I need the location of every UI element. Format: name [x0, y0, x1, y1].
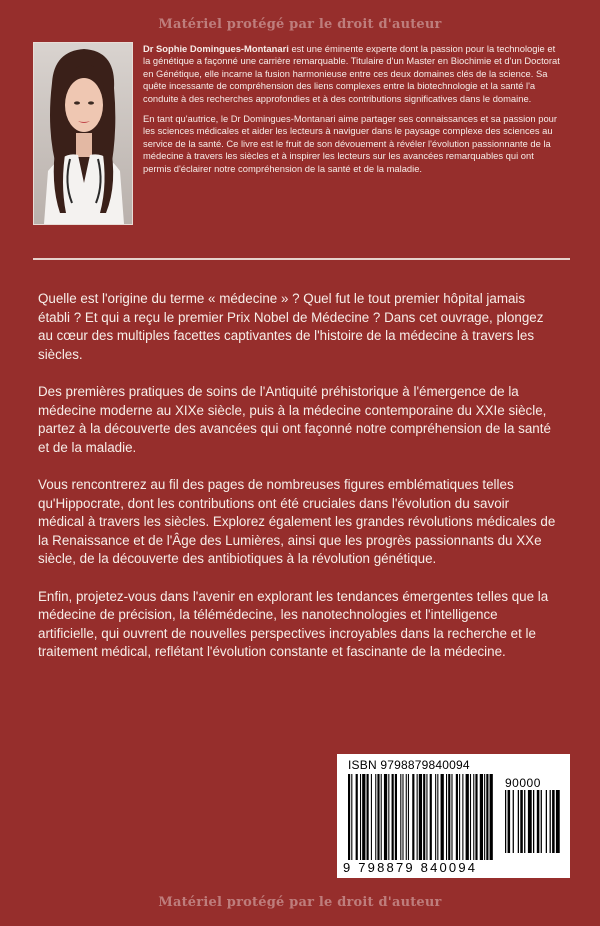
barcode-bar — [470, 774, 471, 860]
barcode-bar — [437, 774, 438, 860]
barcode-bar — [441, 774, 444, 860]
barcode-bar — [362, 774, 365, 860]
barcode-bar — [406, 774, 407, 860]
description-paragraph-2: Des premières pratiques de soins de l'Antiquité préhistorique à l'émergence de la médecine moderne au XIXe siècle, puis à la médecine contemporaine du XXIe siècle, partez à la découverte des avancées qui ont façonné notre compréhension de la santé et de la maladie. — [38, 384, 551, 455]
barcode-bar — [408, 774, 409, 860]
barcode-bar — [412, 774, 414, 860]
author-name: Dr Sophie Domingues-Montanari — [143, 43, 289, 54]
barcode-bar — [356, 774, 358, 860]
barcode-bar — [520, 790, 523, 853]
author-bio-paragraph-2: En tant qu'autrice, le Dr Domingues-Montanari aime partager ses connaissances et sa passion pour les sciences médicales et aider les lecteurs à naviguer dans le paysage complexe des sciences au service de la santé. Ce livre est le fruit de son dévouement à révéler l'évolution passionnante de la médecine à travers les siècles et à inspirer les lecteurs sur les avancées remarquables qui ont permis d'éclairer notre compréhension de la santé et de la maladie. — [143, 113, 557, 174]
barcode-bar — [351, 774, 352, 860]
copyright-watermark-top: Matériel protégé par le droit d'auteur — [158, 17, 442, 32]
author-photo — [33, 42, 133, 225]
barcode-bar — [480, 774, 483, 860]
author-bio-paragraph-1 — [143, 43, 563, 105]
barcode-bar — [446, 774, 447, 860]
barcode-bar — [475, 774, 477, 860]
barcode-bar — [423, 774, 425, 860]
barcode-bar — [486, 774, 488, 860]
barcode-bar — [402, 774, 403, 860]
barcode-bar — [430, 774, 432, 860]
barcode-bar — [360, 774, 361, 860]
section-divider — [33, 258, 570, 260]
copyright-watermark-bottom: Matériel protégé par le droit d'auteur — [158, 895, 442, 910]
barcode-bar — [367, 774, 369, 860]
barcode-bar — [348, 774, 350, 860]
barcode-bar — [524, 790, 525, 853]
description-paragraph-4: Enfin, projetez-vous dans l'avenir en explorant les tendances émergentes telles que la médecine de précision, la télémédecine, les nanotechnologies et l'intelligence artificielle, qui ouvrent de nouvelles perspectives incroyables dans la recherche et le traitement médical, reflétant l'évolution constante et fascinante de la médecine. — [38, 588, 549, 659]
barcode-bar — [377, 774, 379, 860]
barcode-bar — [513, 790, 514, 853]
barcode-bar — [417, 774, 418, 860]
barcode-bar — [435, 774, 436, 860]
barcode-bar — [473, 774, 474, 860]
author-bio — [143, 43, 563, 183]
barcode-bar — [459, 774, 460, 860]
barcode-bar — [395, 774, 397, 860]
barcode-bar — [552, 790, 555, 853]
barcode-bar — [528, 790, 532, 853]
barcode-bar — [518, 790, 519, 853]
barcode-bar — [550, 790, 551, 853]
barcode-bar — [541, 790, 542, 853]
barcode-bar — [384, 774, 387, 860]
barcode-bar — [388, 774, 389, 860]
barcode-bar — [375, 774, 376, 860]
barcode-bar — [456, 774, 458, 860]
barcode-bar — [505, 790, 506, 853]
barcode-bar — [392, 774, 394, 860]
barcode-bar — [533, 790, 534, 853]
isbn-digits: 9 798879 840094 — [343, 860, 478, 875]
barcode-bar — [484, 774, 485, 860]
isbn-label: ISBN 9798879840094 — [348, 758, 470, 772]
author-bio-text-1: est une éminente experte dont la passion pour la technologie et la génétique a façonné une carrière remarquable. Titulaire d'un Master en Biochimie et d'un Doctorat en Génétique, elle incarne la fusion harmonieuse entre ces deux domaines clés de la science. Sa quête incessante de compréhension des liens complexes entre la biotechnologie et la santé l'a conduite à des recherches approfondies et à des contributions significatives dans le domaine. — [143, 43, 560, 104]
barcode-bar — [466, 774, 469, 860]
barcode-bars — [348, 774, 495, 860]
barcode-bar — [490, 774, 493, 860]
barcode-addon-bars — [505, 790, 561, 853]
barcode-bar — [381, 774, 382, 860]
barcode-bar — [448, 774, 450, 860]
barcode-bar — [546, 790, 547, 853]
book-description — [38, 290, 558, 681]
barcode-bar — [508, 790, 511, 853]
barcode-bar — [419, 774, 422, 860]
isbn-barcode — [337, 754, 570, 878]
barcode-bar — [462, 774, 463, 860]
barcode-bar — [371, 774, 372, 860]
barcode-bar — [556, 790, 560, 853]
barcode-bar — [400, 774, 401, 860]
barcode-bar — [426, 774, 427, 860]
barcode-bar — [537, 790, 540, 853]
price-code: 90000 — [505, 776, 541, 790]
description-paragraph-1: Quelle est l'origine du terme « médecine » ? Quel fut le tout premier hôpital jamais établi ? Et qui a reçu le premier Prix Nobel de Médecine ? Dans cet ouvrage, plongez au cœur des multiples facettes captivantes de l'histoire de la médecine à travers les siècles. — [38, 291, 544, 362]
barcode-bar — [451, 774, 452, 860]
description-paragraph-3: Vous rencontrerez au fil des pages de nombreuses figures emblématiques telles qu'Hippocrate, dont les contributions ont été cruciales dans l'évolution du savoir médical à travers les siècles. Explorez également les grandes révolutions médicales de la Renaissance et de l'Âge des Lumières, ainsi que les progrès passionnants du XXe siècle, de la découverte des antibiotiques à la révolution génétique. — [38, 477, 556, 566]
